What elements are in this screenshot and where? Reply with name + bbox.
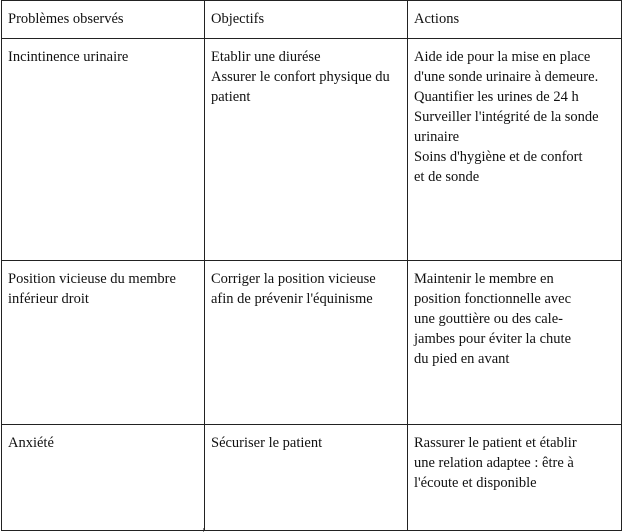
header-problems: Problèmes observés — [2, 1, 205, 39]
objective-text: Corriger la position vicieuse — [211, 271, 376, 287]
action-text: une relation adaptee : être à — [414, 455, 574, 471]
action-text: Surveiller l'intégrité de la sonde — [414, 109, 599, 125]
table-row — [2, 39, 622, 261]
problem-text: inférieur droit — [8, 291, 89, 307]
action-text: jambes pour éviter la chute — [414, 331, 572, 347]
objective-text: Assurer le confort physique du — [211, 69, 390, 85]
header-objectives: Objectifs — [205, 1, 408, 39]
action-text: Quantifier les urines de 24 h — [414, 89, 579, 105]
actions-cell — [408, 39, 622, 261]
problem-cell — [2, 425, 205, 531]
action-text: Aide ide pour la mise en place — [414, 49, 591, 65]
actions-cell — [408, 261, 622, 425]
action-text: Rassurer le patient et établir — [414, 435, 577, 451]
action-text: urinaire — [414, 129, 460, 145]
care-plan-table — [1, 0, 622, 531]
problem-text: Incintinence urinaire — [8, 49, 129, 65]
action-text: Soins d'hygiène et de confort — [414, 149, 583, 165]
action-text: l'écoute et disponible — [414, 475, 537, 491]
table-row — [2, 261, 622, 425]
objective-cell — [205, 39, 408, 261]
actions-cell — [408, 425, 622, 531]
objective-text: Etablir une diurése — [211, 49, 321, 65]
objective-text: Sécuriser le patient — [211, 435, 323, 451]
page-guide-line — [203, 528, 204, 532]
problem-text: Position vicieuse du membre — [8, 271, 176, 287]
problem-cell — [2, 39, 205, 261]
action-text: position fonctionnelle avec — [414, 291, 572, 307]
objective-cell — [205, 261, 408, 425]
objective-cell — [205, 425, 408, 531]
objective-text: patient — [211, 89, 251, 105]
objective-text: afin de prévenir l'équinisme — [211, 291, 373, 307]
problem-cell — [2, 261, 205, 425]
action-text: Maintenir le membre en — [414, 271, 554, 287]
action-text: du pied en avant — [414, 351, 510, 367]
table-row — [2, 425, 622, 531]
action-text: et de sonde — [414, 169, 480, 185]
problem-text: Anxiété — [8, 435, 54, 451]
action-text: une gouttière ou des cale- — [414, 311, 563, 327]
table-header-row — [2, 1, 622, 39]
header-actions: Actions — [408, 1, 622, 39]
action-text: d'une sonde urinaire à demeure. — [414, 69, 599, 85]
